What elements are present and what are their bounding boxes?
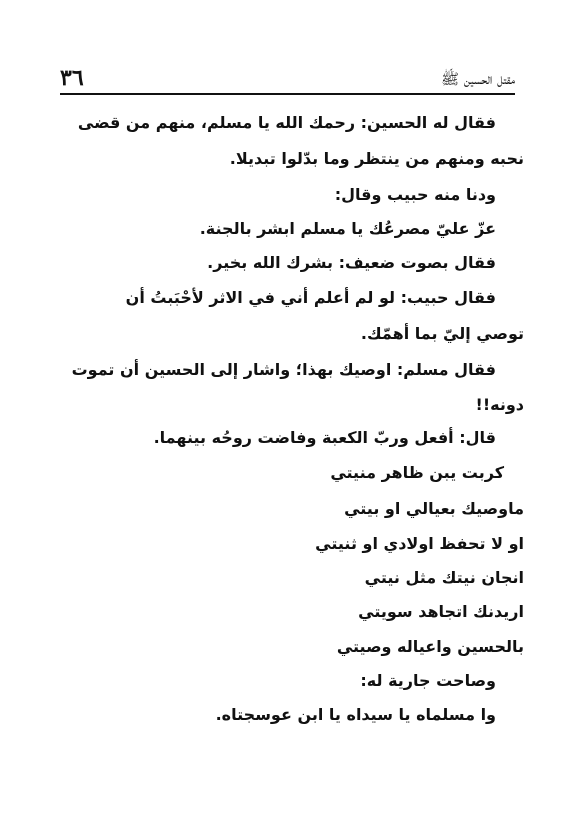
text-line: فقال له الحسين: رحمك الله يا مسلم، منهم من قضى: [77, 113, 496, 132]
running-title: مقتل الحسين ﷺ: [440, 70, 515, 88]
text-line: وا مسلماه يا سيداه يا ابن عوسجتاه.: [215, 705, 496, 724]
header-divider: [60, 93, 515, 95]
verse-line: كربت يبن ظاهر منيتي: [330, 463, 504, 482]
text-line: فقال بصوت ضعيف: بشرك الله بخير.: [207, 253, 496, 272]
text-line: قال: أفعل وربّ الكعبة وفاضت روحُه بينهما.: [153, 428, 496, 447]
verse-line: انجان نيتك مثل نيتي: [364, 568, 524, 587]
text-line: فقال مسلم: اوصيك بهذا؛ واشار إلى الحسين أن تموت: [71, 360, 496, 379]
text-line: ودنا منه حبيب وقال:: [334, 185, 496, 204]
text-line: عزّ عليّ مصرعُك يا مسلم ابشر بالجنة.: [199, 219, 496, 238]
page-number: ٣٦: [60, 65, 84, 91]
text-line: توصي إليّ بما أهمّك.: [360, 324, 524, 343]
verse-line: او لا تحفظ اولادي او ثنيتي: [315, 534, 524, 553]
verse-line: بالحسين واعياله وصيتي: [336, 637, 524, 656]
verse-line: ماوصيك بعيالي او بيتي: [344, 499, 524, 518]
text-line: وصاحت جارية له:: [360, 671, 496, 690]
verse-line: اريدنك اتجاهد سويتي: [358, 602, 524, 621]
page-header: [60, 64, 515, 96]
text-line: فقال حبيب: لو لم أعلم أني في الاثر لأحْبَبتُ أن: [125, 288, 496, 307]
text-line: نحبه ومنهم من ينتظر وما بدّلوا تبديلا.: [229, 149, 524, 168]
text-line: دونه!!: [475, 395, 524, 414]
